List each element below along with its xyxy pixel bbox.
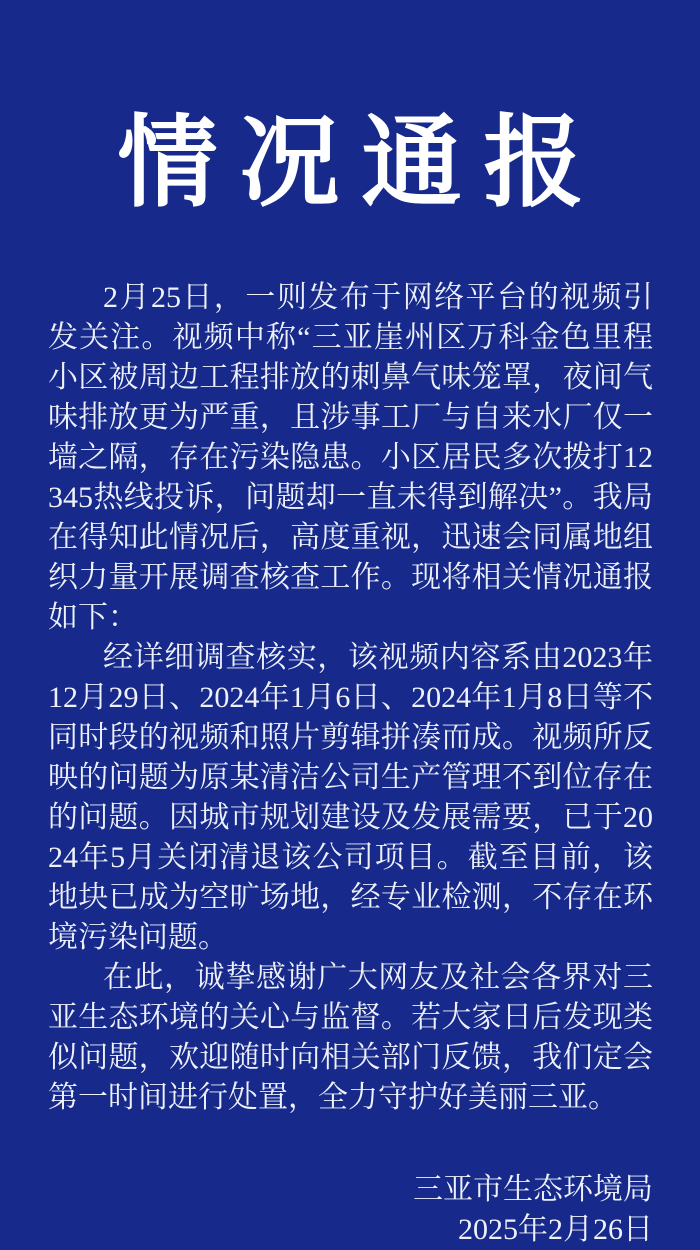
issuer-name: 三亚市生态环境局 [413,1173,653,1206]
signature-block [48,1170,653,1250]
notice-paragraph-1: 2月25日，一则发布于网络平台的视频引发关注。视频中称“三亚崖州区万科金色里程小区被周边工程排放的刺鼻气味笼罩，夜间气味排放更为严重，且涉事工厂与自来水厂仅一墙之隔，存在污染隐患。小区居民多次拨打12345热线投诉，问题却一直未得到解决”。我局在得知此情况后，高度重视，迅速会同属地组织力量开展调查核查工作。现将相关情况通报如下： [48,281,653,634]
notice-title: 情况通报 [117,108,606,219]
notice-paragraph-3: 在此，诚挚感谢广大网友及社会各界对三亚生态环境的关心与监督。若大家日后发现类似问题，欢迎随时向相关部门反馈，我们定会第一时间进行处置，全力守护好美丽三亚。 [48,961,653,1114]
notice-paragraph-2: 经详细调查核实，该视频内容系由2023年12月29日、2024年1月6日、2024年1月8日等不同时段的视频和照片剪辑拼凑而成。视频所反映的问题为原某清洁公司生产管理不到位存在的问题。因城市规划建设及发展需要，已于2024年5月关闭清退该公司项目。截至目前，该地块已成为空旷场地，经专业检测，不存在环境污染问题。 [48,641,653,954]
notice-body [48,278,653,1118]
issue-date: 2025年2月26日 [458,1213,653,1246]
